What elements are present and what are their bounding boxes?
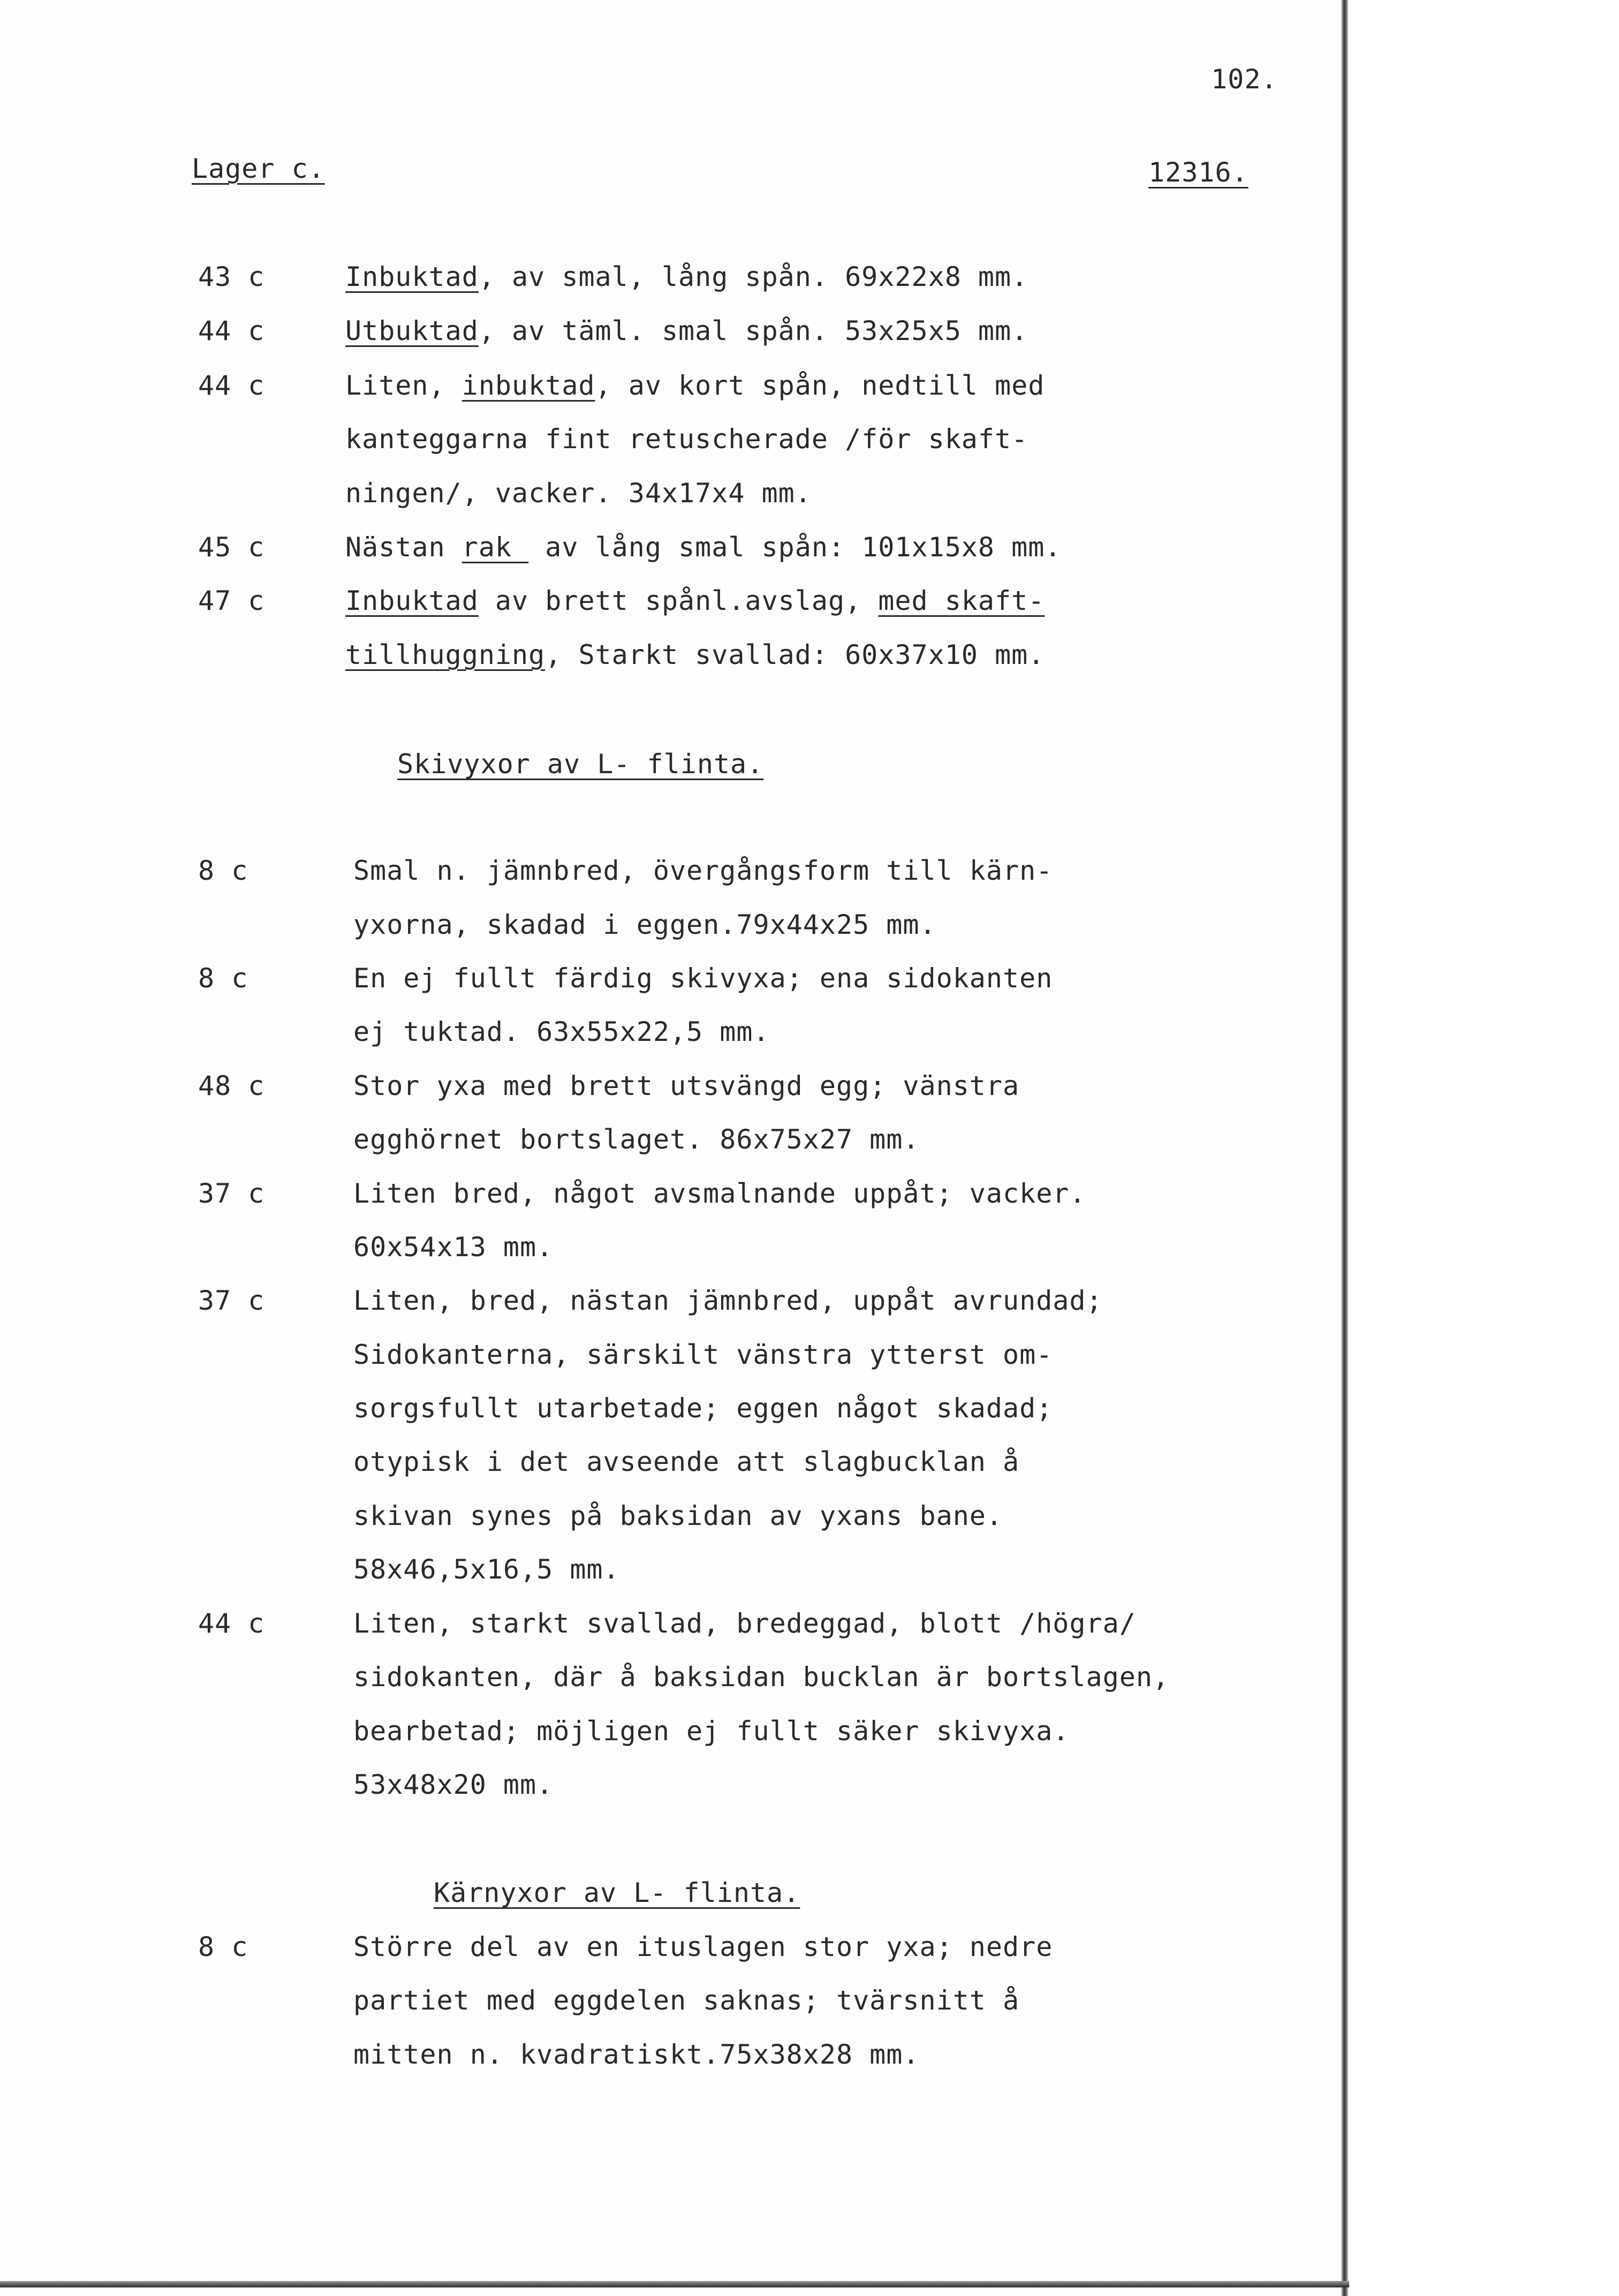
layer-label: 8 c — [198, 963, 248, 994]
line-text: , Starkt svallad: 60x37x10 mm. — [545, 639, 1045, 670]
entry-line: sorgsfullt utarbetade; eggen något skadad; — [353, 1393, 1053, 1424]
entry-line: 58x46,5x16,5 mm. — [353, 1554, 620, 1585]
section-label: Lager c. — [192, 153, 325, 184]
catalog-number: 12316. — [1148, 157, 1249, 188]
entry-line: sidokanten, där å baksidan bucklan är bortslagen, — [353, 1661, 1170, 1693]
keyword: Utbuktad — [345, 315, 479, 346]
layer-label: 48 c — [198, 1070, 265, 1101]
entry-line: kanteggarna fint retuscherade /för skaft- — [345, 424, 1028, 455]
keyword: rak — [462, 532, 529, 563]
entry-line: 53x48x20 mm. — [353, 1769, 554, 1800]
layer-label: 8 c — [198, 855, 248, 886]
layer-label: 45 c — [198, 532, 265, 563]
entry-line: skivan synes på baksidan av yxans bane. — [353, 1500, 1003, 1531]
layer-label: 37 c — [198, 1178, 265, 1209]
entry-line: Liten bred, något avsmalnande uppåt; vacker. — [353, 1178, 1086, 1209]
entry-line — [345, 639, 1045, 671]
section-heading: Skivyxor av L- flinta. — [397, 749, 764, 780]
layer-label: 44 c — [198, 370, 265, 401]
layer-label: 8 c — [198, 1931, 248, 1962]
layer-label: 44 c — [198, 315, 265, 346]
layer-label: 37 c — [198, 1285, 265, 1316]
entry-line — [345, 315, 1028, 347]
entry-line: Liten, bred, nästan jämnbred, uppåt avrundad; — [353, 1285, 1103, 1316]
keyword: tillhuggning — [345, 639, 546, 670]
keyword: med skaft- — [878, 585, 1045, 616]
line-text: , av kort spån, nedtill med — [595, 370, 1045, 401]
line-text: av brett spånl.avslag, — [478, 585, 879, 616]
entry-line — [345, 369, 1045, 402]
entry-line: yxorna, skadad i eggen.79x44x25 mm. — [353, 909, 936, 940]
line-text: Nästan — [345, 532, 462, 563]
line-text: Liten, — [345, 370, 462, 401]
layer-label: 43 c — [198, 261, 265, 292]
line-text: , av täml. smal spån. 53x25x5 mm. — [478, 315, 1028, 346]
page-right-edge — [1341, 0, 1349, 2296]
layer-label: 44 c — [198, 1608, 265, 1639]
entry-line: Stor yxa med brett utsvängd egg; vänstra — [353, 1070, 1020, 1101]
entry-line: egghörnet bortslaget. 86x75x27 mm. — [353, 1124, 920, 1155]
line-text: av lång smal spån: 101x15x8 mm. — [528, 532, 1062, 563]
entry-line: ej tuktad. 63x55x22,5 mm. — [353, 1016, 770, 1047]
entry-line: Större del av en ituslagen stor yxa; nedre — [353, 1931, 1053, 1962]
page-bottom-edge — [0, 2281, 1349, 2287]
entry-line: bearbetad; möjligen ej fullt säker skivyxa. — [353, 1716, 1070, 1747]
entry-line: mitten n. kvadratiskt.75x38x28 mm. — [353, 2039, 920, 2070]
entry-line: Sidokanterna, särskilt vänstra ytterst om- — [353, 1339, 1053, 1370]
entry-line — [345, 531, 1061, 563]
keyword: Inbuktad — [345, 585, 479, 616]
entry-line: Liten, starkt svallad, bredeggad, blott /högra/ — [353, 1608, 1136, 1639]
keyword: Inbuktad — [345, 261, 479, 292]
entry-line — [345, 261, 1028, 293]
entry-line: En ej fullt färdig skivyxa; ena sidokanten — [353, 963, 1053, 994]
entry-line — [345, 585, 1045, 617]
section-heading: Kärnyxor av L- flinta. — [434, 1877, 800, 1908]
keyword: inbuktad — [462, 370, 595, 401]
page-number: 102. — [1211, 64, 1278, 95]
layer-label: 47 c — [198, 585, 265, 616]
entry-line: partiet med eggdelen saknas; tvärsnitt å — [353, 1985, 1020, 2016]
entry-line: ningen/, vacker. 34x17x4 mm. — [345, 478, 812, 509]
entry-line: otypisk i det avseende att slagbucklan å — [353, 1446, 1020, 1477]
entry-line: Smal n. jämnbred, övergångsform till kärn- — [353, 855, 1053, 886]
line-text: , av smal, lång spån. 69x22x8 mm. — [478, 261, 1028, 292]
entry-line: 60x54x13 mm. — [353, 1232, 554, 1263]
